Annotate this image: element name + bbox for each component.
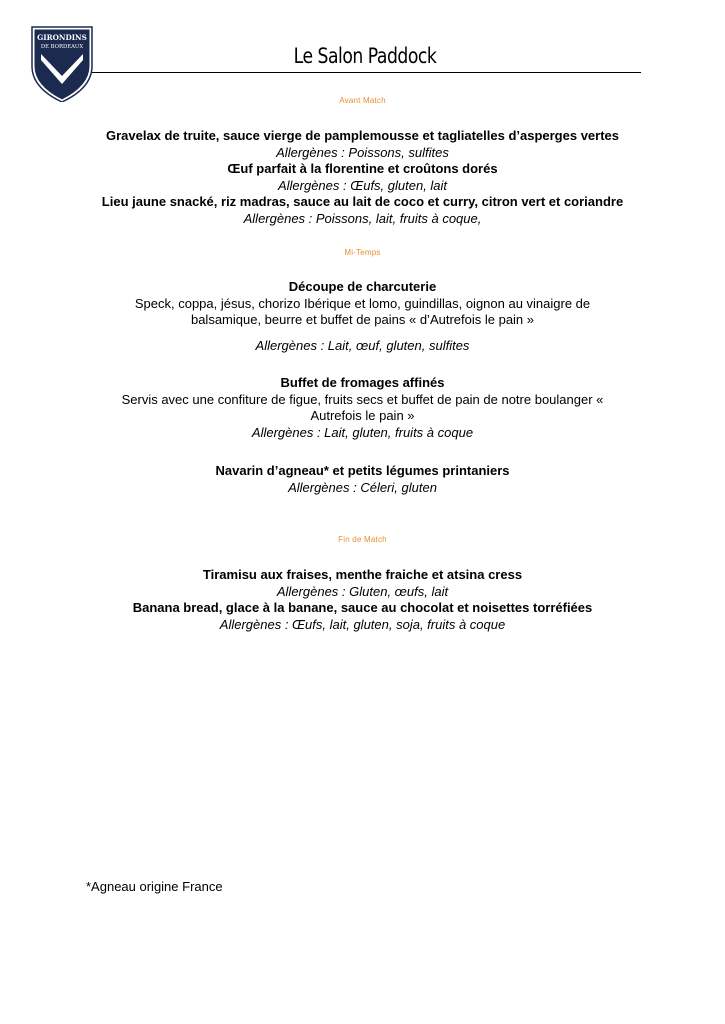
section-label-fin-de-match: Fin de Match [338,535,387,544]
dish-allergens: Allergènes : Œufs, lait, gluten, soja, fruits à coque [219,616,506,632]
dish-allergens: Allergènes : Lait, gluten, fruits à coque [251,424,474,440]
dish-description: Speck, coppa, jésus, chorizo Ibérique et lomo, guindillas, oignon au vinaigre de balsamique, beurre et buffet de pains « d’Autrefois le pain » [134,295,591,327]
dish-title: Banana bread, glace à la banane, sauce au chocolat et noisettes torréfiées [132,600,593,615]
dish-title: Tiramisu aux fraises, menthe fraiche et atsina cress [202,567,523,582]
section-fin-de-match [60,567,665,633]
section-label-mi-temps: Mi-Temps [344,248,381,257]
logo-text-year: 1881 [57,68,67,72]
section-label-avant-match: Avant Match [339,96,386,105]
section-mi-temps-navarin [60,463,665,496]
dish-title: Découpe de charcuterie [288,279,437,294]
dish-allergens: Allergènes : Gluten, œufs, lait [276,583,449,599]
dish-title: Œuf parfait à la florentine et croûtons dorés [227,161,498,176]
girondins-logo [31,26,93,102]
dish-title: Navarin d’agneau* et petits légumes printaniers [215,463,510,478]
dish-description: Servis avec une confiture de figue, fruits secs et buffet de pain de notre boulanger « Autrefois le pain » [121,391,604,423]
dish-title: Gravelax de truite, sauce vierge de pamplemousse et tagliatelles d’asperges vertes [105,128,620,143]
dish-allergens: Allergènes : Œufs, gluten, lait [277,177,448,193]
page-title: Le Salon Paddock [293,44,437,68]
title-underline [92,72,641,73]
dish-title: Lieu jaune snacké, riz madras, sauce au lait de coco et curry, citron vert et coriandre [101,194,624,209]
logo-text-bordeaux: DE BORDEAUX [40,44,84,50]
section-mi-temps-charcuterie [60,279,665,354]
dish-allergens: Allergènes : Céleri, gluten [288,479,437,495]
dish-allergens: Allergènes : Poissons, sulfites [276,144,449,160]
logo-text-girondins: GIRONDINS [37,33,87,42]
dish-allergens: Allergènes : Poissons, lait, fruits à coque, [243,210,482,226]
dish-title: Buffet de fromages affinés [280,375,445,390]
dish-allergens: Allergènes : Lait, œuf, gluten, sulfites [255,337,470,353]
section-mi-temps-fromages [60,375,665,441]
section-avant-match [60,128,665,227]
footnote-agneau-origine: *Agneau origine France [86,879,223,894]
